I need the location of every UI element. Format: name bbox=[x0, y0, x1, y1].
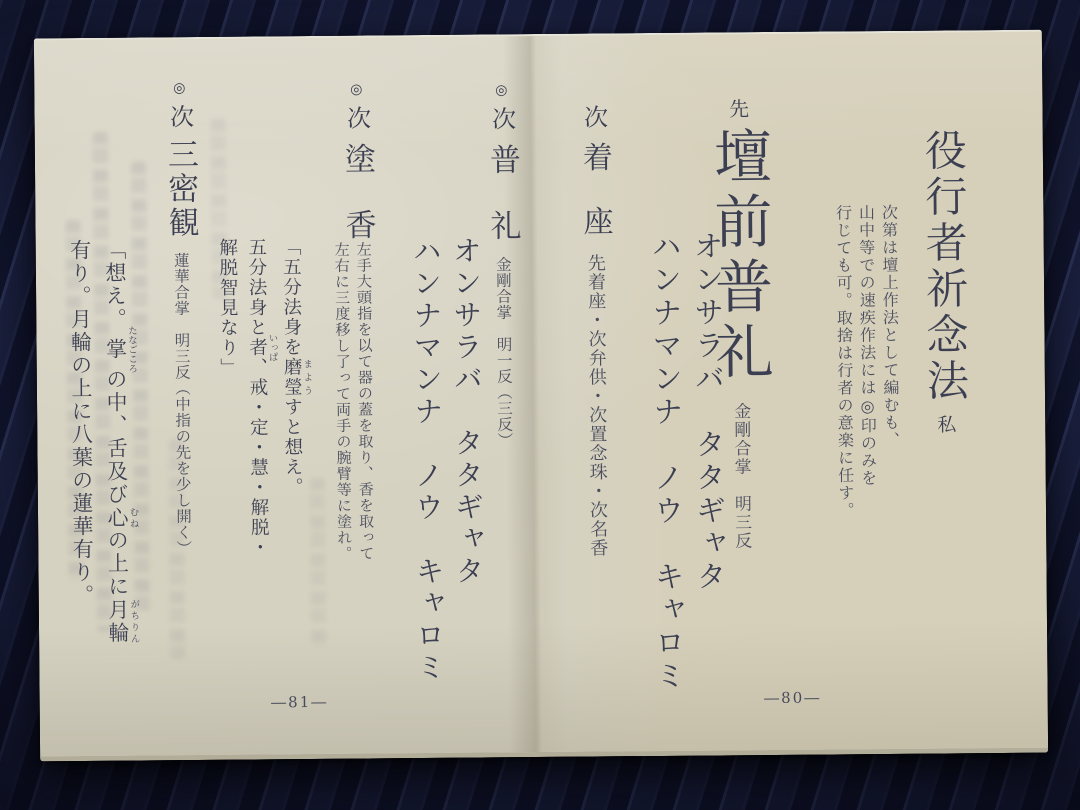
page-number-left: ―81― bbox=[271, 692, 329, 712]
annotation-line: 山中等での速疾作法には◎印のみを bbox=[856, 204, 878, 488]
section-sanmitsukan bbox=[157, 80, 206, 556]
annotation-line: 行じても可。取捨は行者の意楽に任す。 bbox=[833, 204, 856, 520]
ruby-gachirin bbox=[105, 598, 140, 645]
section-instruction: 金剛合掌 明三反 bbox=[730, 402, 752, 551]
section-heading: 普 礼 bbox=[483, 143, 521, 243]
section-chakuza bbox=[571, 96, 619, 557]
section-zukou bbox=[334, 81, 380, 241]
page-title: 役行者祈念法 bbox=[918, 128, 971, 405]
ruby-mune bbox=[104, 506, 139, 530]
ruby-mayou bbox=[281, 356, 313, 398]
gobun-hosshin-quote bbox=[213, 237, 314, 558]
section-order-prefix: 次 bbox=[579, 104, 608, 129]
mantra-line: ハンナマンナ ノウ キャロミ bbox=[645, 230, 685, 694]
ruby-tanagokoro bbox=[103, 325, 138, 374]
furigana: まよう bbox=[301, 356, 313, 398]
ruby-base: 掌 bbox=[103, 325, 128, 374]
ruby-base: 者 bbox=[246, 333, 268, 362]
quote-text: すと想え。 bbox=[281, 397, 304, 498]
mantra-block-right bbox=[642, 230, 730, 693]
open-book-spread bbox=[34, 30, 1048, 762]
annotation-line: 次第は壇上作法として編むも、 bbox=[879, 203, 901, 450]
section-instruction: 蓮華合掌 明三反（中指の先を少し開く） bbox=[171, 252, 193, 557]
section-instruction: 金剛合掌 明一反（三反） bbox=[493, 256, 514, 449]
section-order-prefix: 次 bbox=[165, 104, 194, 129]
quote-line bbox=[213, 238, 245, 558]
quote-text: の中、舌及び bbox=[103, 368, 129, 507]
mantra-block-left bbox=[406, 235, 490, 684]
furigana: たなごころ bbox=[125, 325, 138, 374]
zukou-instruction-note bbox=[331, 241, 378, 561]
note-line: 左右に三度移し了って両手の腕臂等に塗れ。 bbox=[332, 241, 354, 562]
section-heading: 塗 香 bbox=[338, 142, 376, 242]
quote-line bbox=[276, 237, 313, 557]
omoe-visualization-quote bbox=[62, 239, 140, 645]
ruby-base: 月輪 bbox=[105, 598, 131, 645]
ruby-base: 磨瑩 bbox=[281, 357, 303, 398]
quote-line bbox=[97, 239, 140, 645]
quote-text: 解脱智見なり」 bbox=[216, 237, 239, 378]
mantra-line: ハンナマンナ ノウ キャロミ bbox=[408, 235, 447, 685]
note-line: 左手大頭指を以て器の蓋を取り、香を取って bbox=[354, 241, 376, 562]
section-order-prefix: 次 bbox=[342, 105, 371, 130]
mantra-line: オンサラバ タタギャタ bbox=[687, 230, 726, 594]
quote-text: 「想え。 bbox=[102, 238, 128, 331]
double-circle-marker: ◎ bbox=[348, 81, 365, 98]
quote-text: 有り。月輪の上に八葉の蓮華有り。 bbox=[67, 238, 95, 608]
page-title-suffix: 私 bbox=[934, 414, 957, 434]
section-heading: 三密観 bbox=[161, 137, 199, 241]
double-circle-marker: ◎ bbox=[493, 82, 510, 99]
section-order-prefix: 先 bbox=[725, 98, 750, 119]
mantra-line: オンサラバ タタギャタ bbox=[448, 235, 486, 588]
ruby-ippa bbox=[246, 333, 278, 362]
furigana: がちりん bbox=[128, 598, 140, 645]
quote-text: 五分法身と bbox=[245, 237, 268, 338]
ruby-base: 心 bbox=[104, 506, 130, 530]
quote-text: 、戒・定・慧・解脱・ bbox=[246, 357, 270, 558]
quote-text: の上に bbox=[105, 529, 130, 599]
section-order-prefix: 次 bbox=[487, 106, 516, 131]
quote-line bbox=[62, 239, 101, 645]
section-heading: 着 座 bbox=[576, 141, 613, 238]
section-heading: 壇前普礼 bbox=[703, 125, 774, 387]
quote-line bbox=[242, 237, 279, 557]
quote-text: 「五分法身を bbox=[280, 237, 303, 358]
section-note: 先着座・次弁供・次置念珠・次名香 bbox=[584, 253, 609, 558]
page-number-right: ―80― bbox=[764, 688, 822, 708]
furigana: むね bbox=[127, 506, 139, 530]
furigana: いっぱ bbox=[266, 333, 278, 362]
double-circle-marker: ◎ bbox=[171, 80, 188, 97]
page-title-column bbox=[913, 128, 976, 434]
title-annotation bbox=[831, 204, 903, 520]
